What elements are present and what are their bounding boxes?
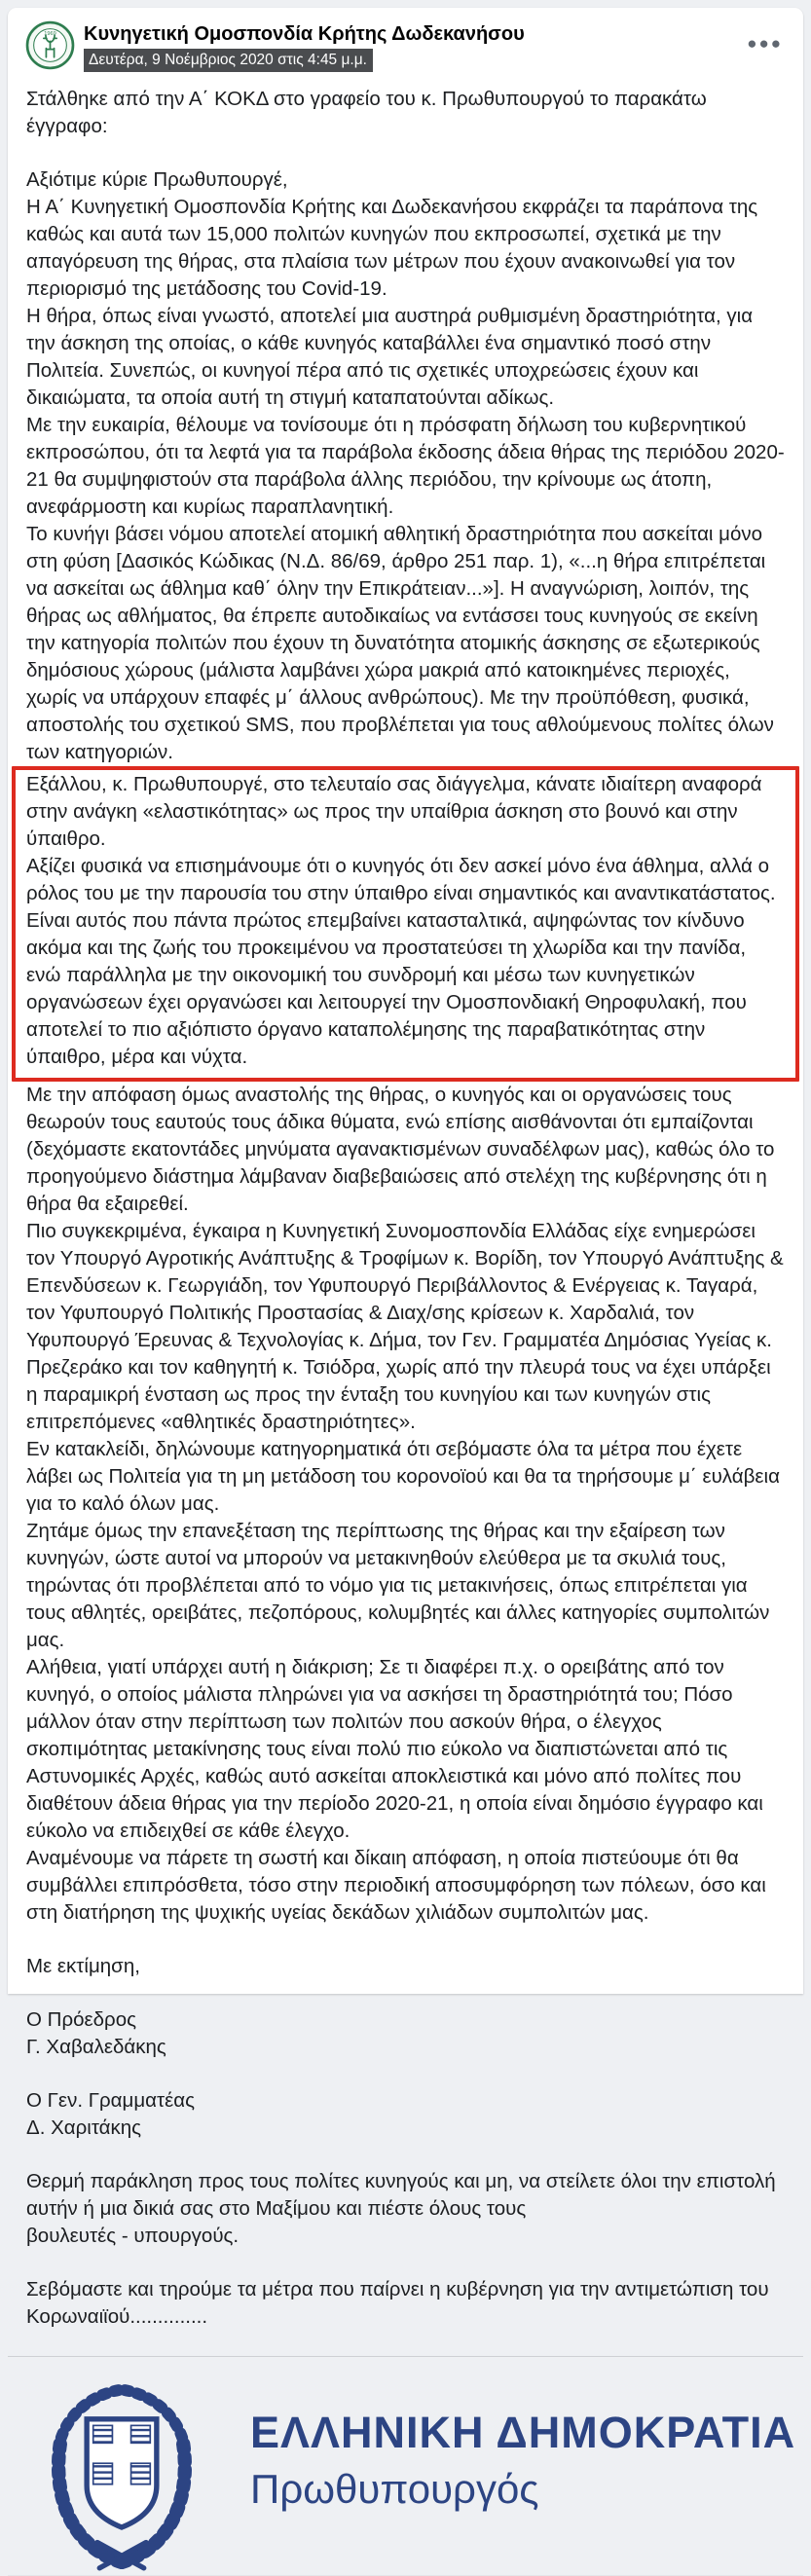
attached-image[interactable] — [26, 2357, 796, 2575]
header-text-block — [84, 21, 785, 72]
post-body — [26, 86, 785, 2331]
post-paragraph: Πιο συγκεκριμένα, έγκαιρα η Κυνηγετική Συνομοσπονδία Ελλάδας είχε ενημερώσει τον Υπουργό Αγροτικής Ανάπτυξης & Τροφίμων κ. Βορίδη, τον Υπουργό Ανάπτυξης & Επενδύσεων κ. Γεωργιάδη, τον Υφυπουργό Περιβάλλοντος & Ενέργειας κ. Ταγαρά, τον Υφυπουργό Πολιτικής Προστασίας & Διαχ/σης κρίσεων κ. Χαρδαλιά, τον Υφυπουργό Έρευνας & Τεχνολογίας κ. Δήμα, τον Γεν. Γραμματέα Δημόσιας Υγείας κ. Πρεζεράκο και τον καθηγητή κ. Τσιόδρα, χωρίς από την πλευρά τους να έχει υπάρξει η παραμικρή ένσταση ως προς την ένταξη του κυνηγίου και των κυνηγών στις επιτρεπόμενες «αθλητικές δραστηριότητες». — [26, 1220, 784, 1434]
post-paragraph: Αλήθεια, γιατί υπάρχει αυτή η διάκριση; Σε τι διαφέρει π.χ. ο ορειβάτης από τον κυνηγό, ο οποίος μάλιστα πληρώνει για να ασκήσει τη δραστηριότητά του; Πόσο μάλλον όταν στην περίπτωση των πολιτών που ασκούν θήρα, ο έλεγχος σκοπιμότητας μετακίνησης τους είναι πολύ πιο εύκολο να διαπιστώνεται από τις Αστυνομικές Αρχές, καθώς αυτό ασκείται αποκλειστικά και μόνο από πολίτες που διαθέτουν άδεια θήρας για την περίοδο 2020-21, η οποία είναι δημόσιο έγγραφο και εύκολο να επιδειχθεί σε κάθε έλεγχο. — [26, 1656, 763, 1843]
closing-final-note: Σεβόμαστε και τηρούμε τα μέτρα που παίρνει η κυβέρνηση για την αντιμετώπιση του Κορωναιϊού.............. — [26, 2278, 769, 2329]
post-paragraph: Αξιότιμε κύριε Πρωθυπουργέ, — [26, 168, 288, 192]
post-paragraph: Με την ευκαιρία, θέλουμε να τονίσουμε ότι η πρόσφατη δήλωση του κυβερνητικού εκπροσώπου, ότι τα λεφτά για τα παράβολα έκδοσης άδεια θήρας της περιόδου 2020-21 θα συμψηφιστούν στα παράβολα άλλης περιόδου, την κρίνουμε ως άτοπη, ανεφάρμοστη και κυρίως παραπλανητική. — [26, 414, 785, 519]
post-timestamp[interactable]: Δευτέρα, 9 Νοέμβριος 2020 στις 4:45 μ.μ. — [84, 49, 373, 72]
hellenic-republic-emblem-icon — [34, 2373, 209, 2575]
closing-regards: Με εκτίμηση, — [26, 1955, 140, 1978]
highlighted-paragraph: Αξίζει φυσικά να επισημάνουμε ότι ο κυνηγός ότι δεν ασκεί μόνο ένα άθλημα, αλλά ο ρόλος του με την παρουσία του στην ύπαιθρο είναι σημαντικός και αναντικατάστατος. Είναι αυτός που πάντα πρώτος επεμβαίνει κατασταλτικά, αψηφώντας τον κίνδυνο ακόμα και της ζωής του προκειμένου να προστατεύσει τη χλωρίδα και την πανίδα, ενώ παράλληλα με την οικονομική του συνδρομή και μέσω των κυνηγετικών οργανώσεων έχει οργανώσει και λειτουργεί την Ομοσπονδιακή Θηροφυλακή, που αποτελεί το πιο αξιόπιστο όργανο καταπολέμησης της παραβατικότητας στην ύπαιθρο, μέρα και νύχτα. — [26, 855, 776, 1069]
more-options-icon[interactable]: ●●● — [747, 34, 783, 53]
signature-secretary: Ο Γεν. Γραμματέας Δ. Χαριτάκης — [26, 2089, 195, 2140]
post-paragraph: Η Α΄ Κυνηγετική Ομοσπονδία Κρήτης και Δωδεκανήσου εκφράζει τα παράπονα της καθώς και αυτά των 15,000 πολιτών κυνηγών που εκπροσωπεί, σχετικά με την απαγόρευση της θήρας, στα πλαίσια των μέτρων που έχουν ανακοινωθεί για τον περιορισμό της μετάδοσης του Covid-19. — [26, 196, 758, 301]
profile-avatar[interactable] — [26, 21, 74, 69]
facebook-post-card — [8, 8, 803, 2513]
post-paragraph: Εν κατακλείδι, δηλώνουμε κατηγορηματικά ότι σεβόμαστε όλα τα μέτρα που έχετε λάβει ως Πολιτεία για τη μη μετάδοση του κορονοϊού και θα τα τηρήσουμε μ΄ ευλάβεια για το καλό όλων μας. — [26, 1438, 780, 1516]
profile-name[interactable]: Κυνηγετική Ομοσπονδία Κρήτης Δωδεκανήσου — [84, 23, 525, 45]
post-paragraph: Ζητάμε όμως την επανεξέταση της περίπτωσης της θήρας και την εξαίρεση των κυνηγών, ώστε αυτοί να μπορούν να μετακινηθούν ελεύθερα με τα σκυλιά τους, τηρώντας ότι προβλέπεται από το νόμο για τις μετακινήσεις, όπως επιτρέπεται για τους αθλητές, ορειβάτες, πεζοπόρους, κολυμβητές και άλλες κατηγορίες συμπολιτών μας. — [26, 1520, 770, 1652]
federation-logo-icon — [26, 21, 74, 69]
signature-president: Ο Πρόεδρος Γ. Χαβαλεδάκης — [26, 2008, 166, 2059]
red-highlight-annotation-box — [12, 766, 799, 1082]
post-paragraph: Η θήρα, όπως είναι γνωστό, αποτελεί μια αυστηρά ρυθμισμένη δραστηριότητα, για την άσκηση της οποίας, ο κάθε κυνηγός καταβάλλει ένα σημαντικό ποσό στην Πολιτεία. Συνεπώς, οι κυνηγοί πέρα από τις σχετικές υποχρεώσεις έχουν και δικαιώματα, τα οποία αυτή τη στιγμή καταπατούνται αδίκως. — [26, 305, 754, 410]
attachment-text-block — [250, 2408, 795, 2513]
post-header — [26, 21, 785, 72]
post-intro: Στάλθηκε από την Α΄ ΚΟΚΔ στο γραφείο του κ. Πρωθυπουργού το παρακάτω έγγραφο: — [26, 88, 707, 138]
closing-appeal: Θερμή παράκληση προς τους πολίτες κυνηγούς και μη, να στείλετε όλοι την επιστολή αυτήν ή μια δικιά σας στο Μαξίμου και πιέστε όλους τους βουλευτές - υπουργούς. — [26, 2170, 776, 2248]
post-paragraph: Με την απόφαση όμως αναστολής της θήρας, ο κυνηγός και οι οργανώσεις τους θεωρούν τους εαυτούς τους άδικα θύματα, ενώ επίσης αισθάνονται ότι εμπαίζονται (δεχόμαστε εκατοντάδες μηνύματα αγανακτισμένων συναδέλφων μας), καθώς όλο το προηγούμενο διάστημα λάμβαναν διαβεβαιώσεις από στελέχη της κυβέρνησης ότι η θήρα θα εξαιρεθεί. — [26, 1084, 775, 1216]
page-background — [0, 8, 811, 2513]
post-paragraph: Το κυνήγι βάσει νόμου αποτελεί ατομική αθλητική δραστηριότητα που ασκείται μόνο στη φύση [Δασικός Κώδικας (Ν.Δ. 86/69, άρθρο 251 παρ. 1), «...η θήρα επιτρέπεται να ασκείται ως άθλημα καθ΄ όλην την Επικράτειαν...»]. Η αναγνώριση, λοιπόν, της θήρας ως αθλήματος, θα έπρεπε αυτοδικαίως να εντάσσει τους κυνηγούς σε εκείνη την κατηγορία πολιτών που έχουν τη δυνατότητα ατομικής άσκησης σε εξωτερικούς δημόσιους χώρους (μάλιστα λαμβάνει χώρα μακριά από κατοικημένες περιοχές, χωρίς να υπάρχουν επαφές μ΄ άλλους ανθρώπους). Με την προϋπόθεση, φυσικά, αποστολής του σχετικού SMS, που προβλέπεται για τους αθλούμενους πολίτες όλων των κατηγοριών. — [26, 523, 774, 764]
attachment-org-subtitle: Πρωθυπουργός — [250, 2466, 539, 2513]
post-paragraph: Αναμένουμε να πάρετε τη σωστή και δίκαιη απόφαση, η οποία πιστεύουμε ότι θα συμβάλλει επιπρόσθετα, τόσο στην περιοδική αποσυμφόρηση των πόλεων, όσο και στη διατήρηση της ψυχικής υγείας δεκάδων χιλιάδων συμπολιτών μας. — [26, 1847, 766, 1925]
highlighted-paragraph: Εξάλλου, κ. Πρωθυπουργέ, στο τελευταίο σας διάγγελμα, κάνατε ιδιαίτερη αναφορά στην ανάγκη «ελαστικότητας» ως προς την υπαίθρια άσκηση στο βουνό και στην ύπαιθρο. — [26, 773, 762, 851]
attachment-org-title: ΕΛΛΗΝΙΚΗ ΔΗΜΟΚΡΑΤΙΑ — [250, 2408, 796, 2458]
avatar-year-label: 1969 — [44, 30, 56, 37]
